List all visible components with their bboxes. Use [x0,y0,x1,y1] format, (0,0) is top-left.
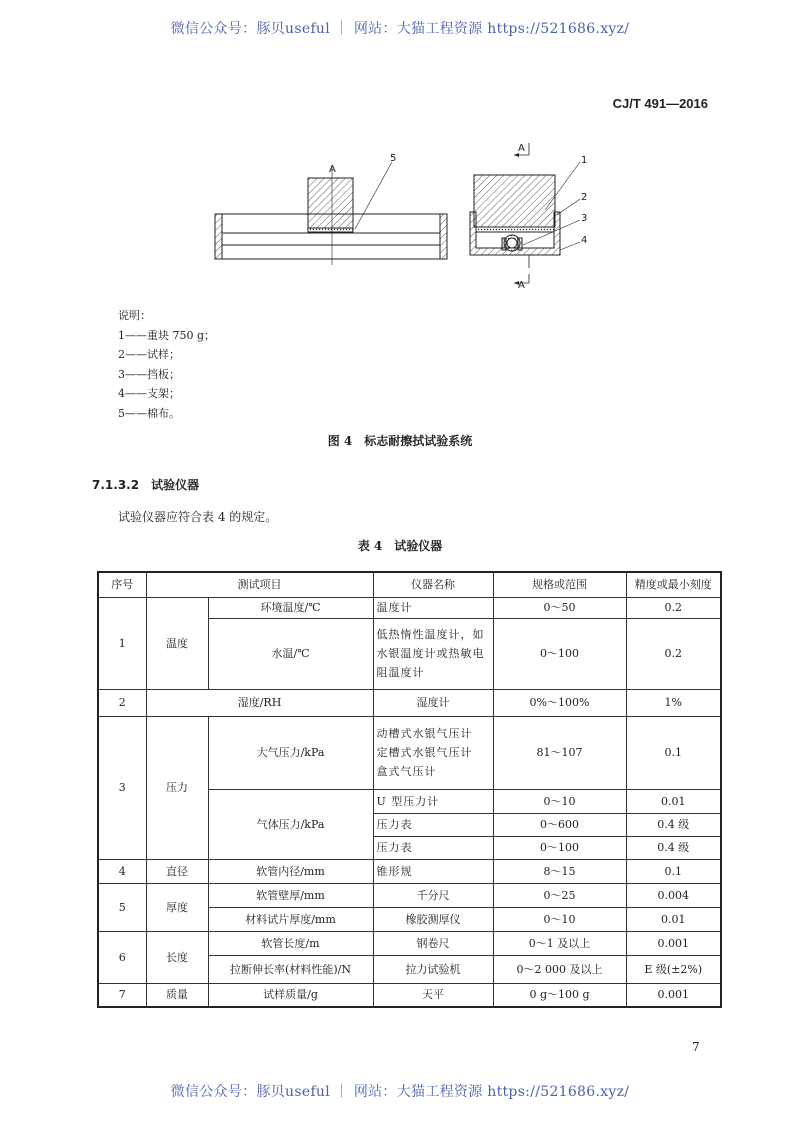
cell-no: 2 [98,689,146,716]
callout-4: 4 [581,235,588,246]
cell-precision: E 级(±2%) [626,955,721,983]
callout-2: 2 [581,192,588,203]
cell-item: 材料试片厚度/mm [208,907,373,931]
cell-instrument: 湿度计 [373,689,493,716]
section-heading: 7.1.3.2 试验仪器 [92,478,200,492]
cell-item: 软管壁厚/mm [208,883,373,907]
cell-category: 质量 [146,983,208,1007]
cell-category: 长度 [146,931,208,983]
cell-precision: 0.1 [626,716,721,789]
cell-precision: 0.001 [626,931,721,955]
cell-item: 大气压力/kPa [208,716,373,789]
table-row [98,597,721,618]
cell-item: 拉断伸长率(材料性能)/N [208,955,373,983]
cell-instrument: 压力表 [373,836,493,859]
table-row [98,983,721,1007]
cell-range: 0～1 及以上 [493,931,626,955]
table-row [98,859,721,883]
figure-legend [118,306,215,423]
cell-range: 0～2 000 及以上 [493,955,626,983]
section-label-a-left: A [329,164,336,175]
figure-4-diagram [0,140,800,290]
table-header-row [98,572,721,597]
cell-range: 81～107 [493,716,626,789]
cell-instrument: 压力表 [373,813,493,836]
table-row [98,716,721,789]
legend-item: 3——挡板； [118,367,180,381]
header-precision: 精度或最小刻度 [626,572,721,597]
section-text: 试验仪器应符合表 4 的规定。 [118,510,278,524]
cell-category: 温度 [146,597,208,689]
cell-no: 7 [98,983,146,1007]
section-label-a-top: A [518,143,525,154]
cell-range: 8～15 [493,859,626,883]
cell-precision: 0.2 [626,618,721,689]
section-label-a-bottom: A [518,280,525,290]
cell-instrument: 钢卷尺 [373,931,493,955]
cell-precision: 0.01 [626,789,721,813]
cell-category: 压力 [146,716,208,859]
cell-instrument: 天平 [373,983,493,1007]
legend-item: 2——试样； [118,348,180,361]
cell-category: 厚度 [146,883,208,931]
cell-item: 水温/℃ [208,618,373,689]
cell-instrument: 温度计 [373,597,493,618]
cell-instrument: 锥形规 [373,859,493,883]
cell-item: 软管长度/m [208,931,373,955]
cell-no: 4 [98,859,146,883]
standard-number: CJ/T 491—2016 [612,96,708,111]
cell-instrument: 动槽式水银气压计 定槽式水银气压计 盒式气压计 [373,716,493,789]
cell-precision: 0.004 [626,883,721,907]
cell-range: 0～100 [493,618,626,689]
cell-precision: 0.1 [626,859,721,883]
cell-instrument: 拉力试验机 [373,955,493,983]
cell-range: 0 g～100 g [493,983,626,1007]
cell-range: 0～10 [493,907,626,931]
cell-item: 湿度/RH [146,689,373,716]
watermark-top: 微信公众号：豚贝useful ｜ 网站：大猫工程资源 https://521686.xyz/ [170,21,630,37]
cell-no: 3 [98,716,146,859]
legend-item: 4——支架； [118,387,180,400]
table-row [98,883,721,907]
cell-precision: 0.4 级 [626,813,721,836]
cell-item: 软管内径/mm [208,859,373,883]
legend-title: 说明： [118,309,151,322]
cell-range: 0～25 [493,883,626,907]
header-instrument: 仪器名称 [373,572,493,597]
watermark-bottom: 微信公众号：豚贝useful ｜ 网站：大猫工程资源 https://521686.xyz/ [170,1084,630,1100]
callout-1: 1 [581,155,588,166]
header-item: 测试项目 [146,572,373,597]
cell-item: 试样质量/g [208,983,373,1007]
cell-category: 直径 [146,859,208,883]
page-number: 7 [692,1040,700,1054]
header-no: 序号 [98,572,146,597]
instrument-table [97,571,722,1008]
cell-range: 0%～100% [493,689,626,716]
cell-precision: 0.001 [626,983,721,1007]
cell-precision: 0.4 级 [626,836,721,859]
cell-range: 0～50 [493,597,626,618]
cell-instrument: 橡胶测厚仪 [373,907,493,931]
cell-range: 0～100 [493,836,626,859]
callout-5: 5 [390,153,397,164]
cell-item: 气体压力/kPa [208,789,373,859]
cell-no: 1 [98,597,146,689]
legend-item: 5——棉布。 [118,406,180,420]
cell-no: 5 [98,883,146,931]
cell-precision: 1% [626,689,721,716]
cell-no: 6 [98,931,146,983]
table-row [98,931,721,955]
table-row [98,689,721,716]
header-range: 规格或范围 [493,572,626,597]
cell-instrument: 低热惰性温度计，如水银温度计或热敏电阻温度计 [373,618,493,689]
cell-item: 环境温度/℃ [208,597,373,618]
cell-precision: 0.01 [626,907,721,931]
callout-3: 3 [581,213,588,224]
cell-precision: 0.2 [626,597,721,618]
cell-range: 0～10 [493,789,626,813]
cell-instrument: U 型压力计 [373,789,493,813]
cell-instrument: 千分尺 [373,883,493,907]
table-title: 表 4 试验仪器 [357,539,443,553]
figure-caption: 图 4 标志耐擦拭试验系统 [327,434,473,448]
legend-item: 1——重块 750 g； [118,328,216,342]
cell-range: 0～600 [493,813,626,836]
